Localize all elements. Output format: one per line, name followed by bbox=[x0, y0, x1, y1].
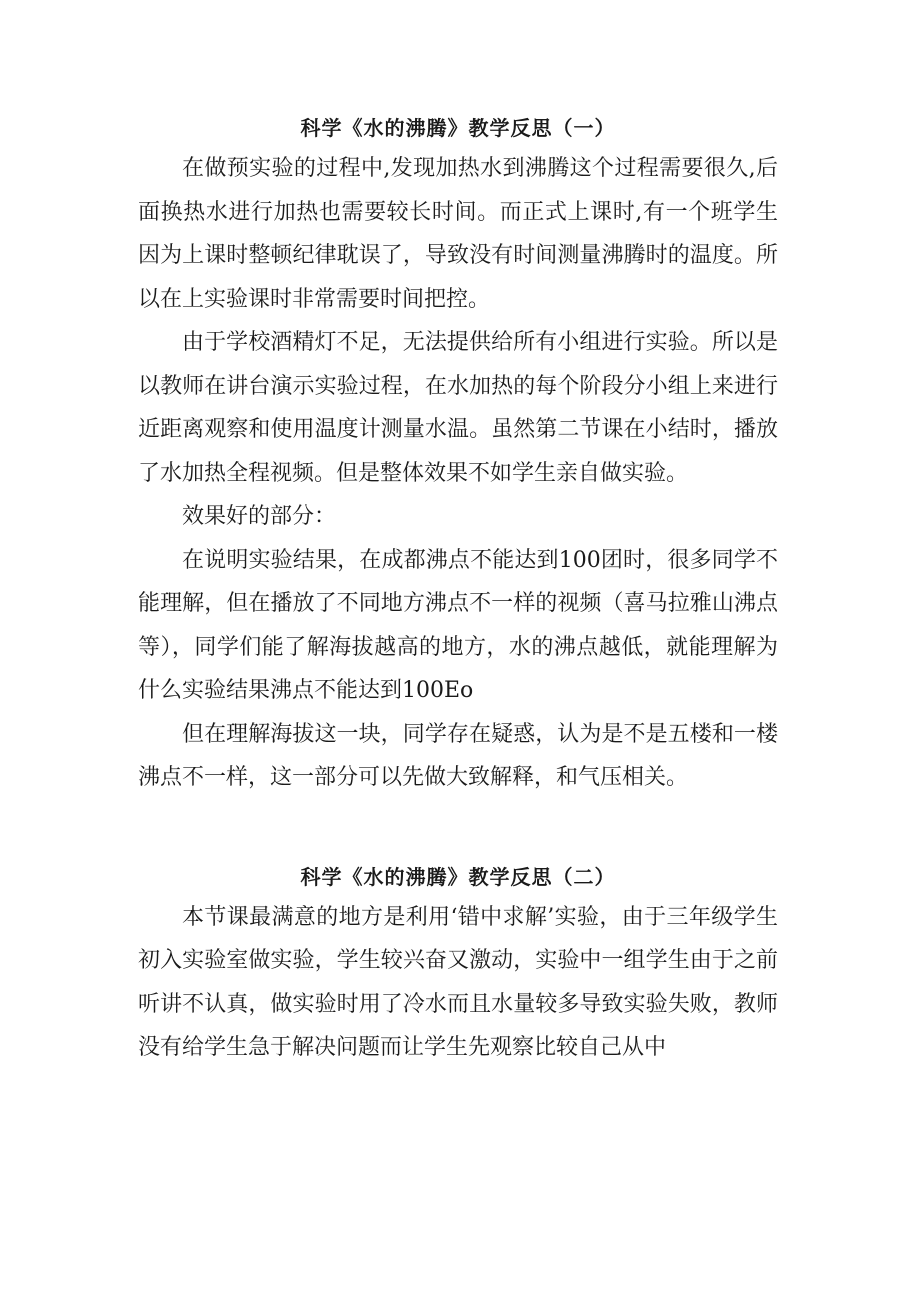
subheading-paragraph: 效果好的部分： bbox=[182, 504, 337, 529]
reflection-section-2 bbox=[138, 800, 778, 1070]
reflection-section-1 bbox=[138, 0, 778, 800]
section-title: 科学《水的沸腾》教学反思（二） bbox=[300, 864, 616, 889]
paragraph: 在说明实验结果，在成都沸点不能达到100团时，很多同学不能理解，但在播放了不同地方沸点不一样的视频（喜马拉雅山沸点等），同学们能了解海拔越高的地方，水的沸点越低，就能理解为什么实验结果沸点不能达到100Eo bbox=[138, 547, 778, 703]
paragraph: 由于学校酒精灯不足，无法提供给所有小组进行实验。所以是以教师在讲台演示实验过程，在水加热的每个阶段分小组上来进行近距离观察和使用温度计测量水温。虽然第二节课在小结时，播放了水加热全程视频。但是整体效果不如学生亲自做实验。 bbox=[138, 330, 778, 486]
paragraph: 在做预实验的过程中,发现加热水到沸腾这个过程需要很久,后面换热水进行加热也需要较长时间。而正式上课时,有一个班学生因为上课时整顿纪律耽误了，导致没有时间测量沸腾时的温度。所以在上实验课时非常需要时间把控。 bbox=[138, 156, 778, 312]
paragraph: 本节课最满意的地方是利用‘错中求解’实验，由于三年级学生初入实验室做实验，学生较兴奋又激动，实验中一组学生由于之前听讲不认真，做实验时用了冷水而且水量较多导致实验失败，教师没有给学生急于解决问题而让学生先观察比较自己从中 bbox=[138, 904, 778, 1060]
paragraph: 但在理解海拔这一块，同学存在疑惑，认为是不是五楼和一楼沸点不一样，这一部分可以先做大致解释，和气压相关。 bbox=[138, 721, 778, 790]
section-title: 科学《水的沸腾》教学反思（一） bbox=[300, 116, 616, 140]
